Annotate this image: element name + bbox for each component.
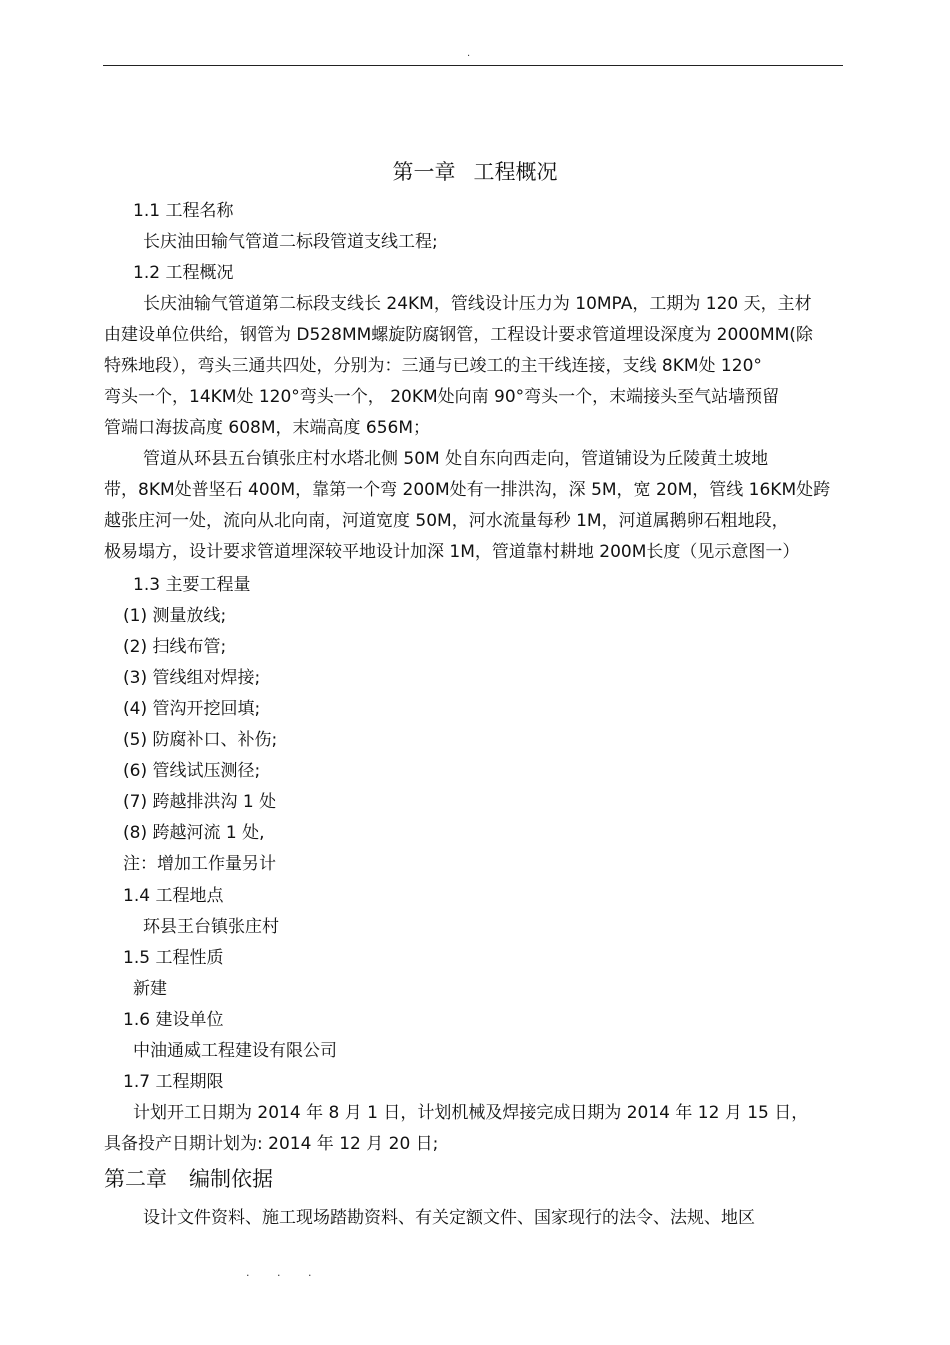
section-1-3-heading: 1.3 主要工程量 [133,575,251,595]
list-item: (8) 跨越河流 1 处, [123,823,265,843]
chapter-2-number: 第二章 [104,1167,167,1191]
chapter-1-number: 第一章 [392,160,456,184]
header-dot: . [467,48,471,59]
paragraph-line: 弯头一个，14KM处 120°弯头一个， 20KM处向南 90°弯头一个，末端接头至气站墙预留 [104,387,780,407]
list-item: (3) 管线组对焊接; [123,668,261,688]
section-1-4-body: 环县王台镇张庄村 [143,917,279,937]
section-1-2-heading: 1.2 工程概况 [133,263,234,283]
list-item: (7) 跨越排洪沟 1 处 [123,792,277,812]
list-item: (6) 管线试压测径; [123,761,261,781]
chapter-1-name: 工程概况 [473,160,558,184]
paragraph-line: 管道从环县五台镇张庄村水塔北侧 50M 处自东向西走向，管道铺设为丘陵黄土坡地 [143,449,769,469]
list-item: (1) 测量放线; [123,606,227,626]
paragraph-line: 管端口海拔高度 608M，末端高度 656M； [104,418,431,438]
section-1-4-heading: 1.4 工程地点 [123,886,224,906]
section-1-1-heading: 1.1 工程名称 [133,201,234,221]
paragraph-line: 越张庄河一处，流向从北向南，河道宽度 50M，河水流量每秒 1M，河道属鹅卵石粗地段， [104,511,789,531]
section-1-5-heading: 1.5 工程性质 [123,948,224,968]
chapter-2-title [104,1165,273,1193]
paragraph-line: 特殊地段），弯头三通共四处，分别为：三通与已竣工的主干线连接，支线 8KM处 120° [104,356,762,376]
section-1-7-heading: 1.7 工程期限 [123,1072,224,1092]
header-rule [103,65,843,66]
footer-dots: . . . [246,1266,324,1279]
section-1-1-body: 长庆油田输气管道二标段管道支线工程; [143,232,438,252]
chapter-2-body: 设计文件资料、施工现场踏勘资料、有关定额文件、国家现行的法令、法规、地区 [143,1208,755,1228]
section-1-5-body: 新建 [133,979,167,999]
section-1-6-body: 中油通威工程建设有限公司 [133,1041,337,1061]
paragraph-line: 具备投产日期计划为: 2014 年 12 月 20 日; [104,1134,439,1154]
paragraph-line: 长庆油输气管道第二标段支线长 24KM，管线设计压力为 10MPA，工期为 120 天，主材 [143,294,812,314]
list-item: (4) 管沟开挖回填; [123,699,261,719]
paragraph-line: 极易塌方，设计要求管道埋深较平地设计加深 1M，管道靠村耕地 200M长度（见示意图一） [104,542,800,562]
paragraph-line: 由建设单位供给，钢管为 D528MM螺旋防腐钢管，工程设计要求管道埋设深度为 2000MM(除 [104,325,813,345]
chapter-1-title [0,158,950,186]
paragraph-line: 计划开工日期为 2014 年 8 月 1 日，计划机械及焊接完成日期为 2014 年 12 月 15 日， [133,1103,809,1123]
chapter-2-name: 编制依据 [189,1167,273,1191]
note: 注：增加工作量另计 [123,854,276,874]
list-item: (2) 扫线布管; [123,637,227,657]
list-item: (5) 防腐补口、补伤; [123,730,278,750]
section-1-6-heading: 1.6 建设单位 [123,1010,224,1030]
paragraph-line: 带，8KM处普坚石 400M，靠第一个弯 200M处有一排洪沟，深 5M，宽 20M，管线 16KM处跨 [104,480,831,500]
